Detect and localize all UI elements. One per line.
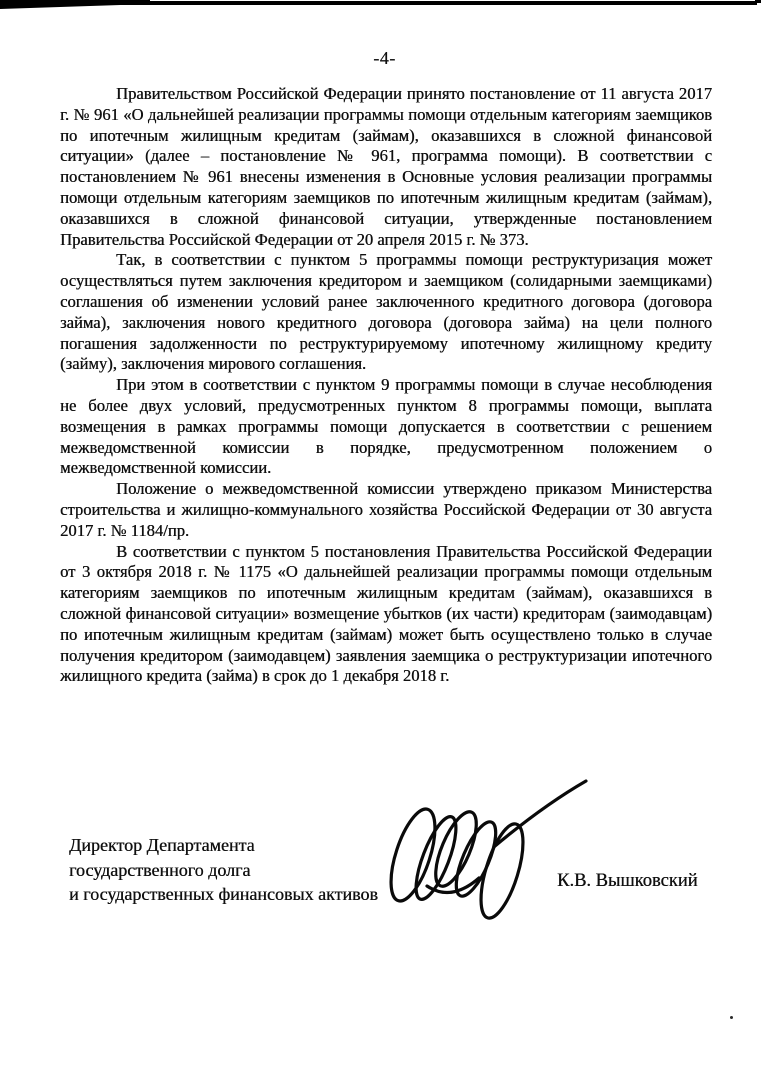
signature-strokes: [383, 778, 595, 930]
signer-title-block: [69, 833, 409, 907]
signer-name: К.В. Вышковский: [557, 871, 698, 891]
signer-title-line: Директор Департамента: [69, 835, 255, 855]
signer-title-line: и государственных финансовых активов: [69, 884, 378, 904]
paragraph-1: Правительством Российской Федерации принято постановление от 11 августа 2017 г. № 961 «О дальнейшей реализации программы помощи отдельным категориям заемщиков по ипотечным жилищным кредитам (займам), оказавшихся в сложной финансовой ситуации» (далее – постановление № 961, программа помощи). В соответствии с постановлением № 961 внесены изменения в Основные условия реализации программы помощи отдельным категориям заемщиков по ипотечным жилищным кредитам (займам), оказавшихся в сложной финансовой ситуации, утвержденные постановлением Правительства Российской Федерации от 20 апреля 2015 г. № 373.: [60, 84, 712, 249]
handwritten-signature: [383, 778, 595, 930]
page-number: -4-: [373, 48, 396, 68]
paragraph-3: При этом в соответствии с пунктом 9 программы помощи в случае несоблюдения не более двух условий, предусмотренных пунктом 8 программы помощи, выплата возмещения в рамках программы помощи допускается в соответствии с решением межведомственной комиссии в порядке, предусмотренном положением о межведомственной комиссии.: [60, 375, 712, 478]
paragraph-2: Так, в соответствии с пунктом 5 программы помощи реструктуризация может осуществляться путем заключения кредитором и заемщиком (солидарными заемщиками) соглашения об изменении условий ранее заключенного кредитного договора (договора займа), заключения нового кредитного договора (договора займа) на цели полного погашения задолженности по реструктурируемому ипотечному жилищному кредиту (займу), заключения мирового соглашения.: [60, 250, 712, 374]
document-body: [60, 84, 712, 687]
scan-artifact-top-left-wedge: [0, 0, 150, 9]
paragraph-5: В соответствии с пунктом 5 постановления Правительства Российской Федерации от 3 октября 2018 г. № 1175 «О дальнейшей реализации программы помощи отдельным категориям заемщиков по ипотечным жилищным кредитам (займам), оказавшихся в сложной финансовой ситуации» возмещение убытков (их части) кредиторам (заимодавцам) по ипотечным жилищным кредитам (займам) может быть осуществлено только в случае получения кредитором (заимодавцем) заявления заемщика о реструктуризации ипотечного жилищного кредита (займа) в срок до 1 декабря 2018 г.: [60, 541, 712, 686]
scan-artifact-top-right-speck: [755, 0, 761, 3]
paragraph-4: Положение о межведомственной комиссии утверждено приказом Министерства строительства и жилищно-коммунального хозяйства Российской Федерации от 30 августа 2017 г. № 1184/пр.: [60, 479, 712, 540]
signer-title-line: государственного долга: [69, 859, 251, 880]
scan-artifact-bottom-dot: [730, 1016, 733, 1019]
